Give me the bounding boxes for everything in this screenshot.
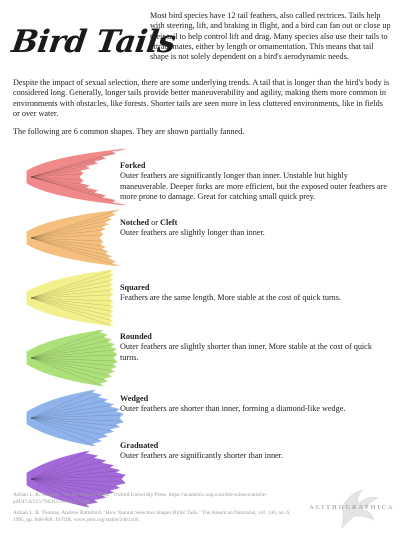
shape-name: Wedged (120, 394, 149, 403)
squared-tail-icon (14, 268, 134, 328)
shape-desc-text: Feathers are the same length. More stable at the cost of quick turns. (120, 293, 341, 303)
shape-description-forked (120, 161, 392, 202)
shape-name: Notched (120, 218, 150, 227)
bird-silhouette-icon (302, 486, 402, 538)
forked-tail-icon (14, 147, 134, 207)
notched-tail-icon (14, 208, 134, 268)
logo-text: ALITHOGRAPHICA (309, 504, 395, 511)
tail-fill (27, 149, 125, 205)
rounded-tail-icon (14, 328, 134, 388)
citations (13, 492, 291, 528)
tail-fill (27, 330, 117, 386)
body-paragraph: Despite the impact of sexual selection, there are some underlying trends. A tail that is longer than the bird's body is considered long. Generally, longer tails provide better maneuverability and agility, making them more common in environments with obstacles, like forests. Shorter tails are seen more in less cluttered environments, like in fields or over water. (13, 78, 390, 118)
intro-paragraph: Most bird species have 12 tail feathers, also called rectrices. Tails help with steering, lift, and braking in flight, and a bird can fan out or close up their tail to help control lift and drag. Many species also use their tails to attract mates, either by length or ornamentation. This means that tail shape is not solely dependent on a bird's aerodynamic needs. (150, 11, 391, 62)
shape-description-rounded (120, 332, 392, 363)
shape-desc-text: Outer feathers are slightly longer than inner. (120, 228, 265, 238)
shape-alt-name: or Cleft (149, 218, 178, 227)
page-title (9, 24, 178, 68)
shape-description-squared (120, 283, 392, 304)
shape-desc-text: Outer feathers are shorter than inner, forming a diamond-like wedge. (120, 404, 346, 414)
shapes-intro: The following are 6 common shapes. They are shown partially fanned. (13, 127, 245, 136)
title-text: Bird Tails (9, 24, 178, 60)
shape-desc-text: Outer feathers are significantly longer than inner. Unstable but highly maneuverable. Deeper forks are more efficient, but the exposed outer feathers are more prone to damage. Great for catching small quick prey. (120, 171, 387, 201)
shape-desc-text: Outer feathers are slightly shorter than inner. More stable at the cost of quick turns. (120, 342, 372, 362)
shape-description-notched (120, 218, 392, 239)
tail-fill (27, 210, 119, 266)
shape-description-graduated (120, 441, 392, 462)
citation-1: Adrian L. R. Thomas. "On the Tails of Birds." Oxford University Press. https://academic.oup.com/bio-science/article-pdf/47/4/215/706311747-4-215.pdf (13, 492, 267, 505)
shape-name: Forked (120, 161, 146, 170)
publisher-logo (302, 486, 402, 538)
shape-name: Rounded (120, 332, 152, 341)
shape-desc-text: Outer feathers are significantly shorter than inner. (120, 451, 284, 461)
shape-description-wedged (120, 394, 392, 415)
shape-name: Graduated (120, 441, 159, 450)
citation-2: Adrian L. R. Thomas, Andrew Balmford. "How Natural Selection Shapes Birds' Tails." The American Naturalist, vol. 146, no. 6, 1995, pp. 848-868. JSTOR, www.jstor.org/stable/2463100. (13, 510, 291, 523)
wedged-tail-icon (14, 388, 134, 448)
shape-name: Squared (120, 283, 150, 292)
